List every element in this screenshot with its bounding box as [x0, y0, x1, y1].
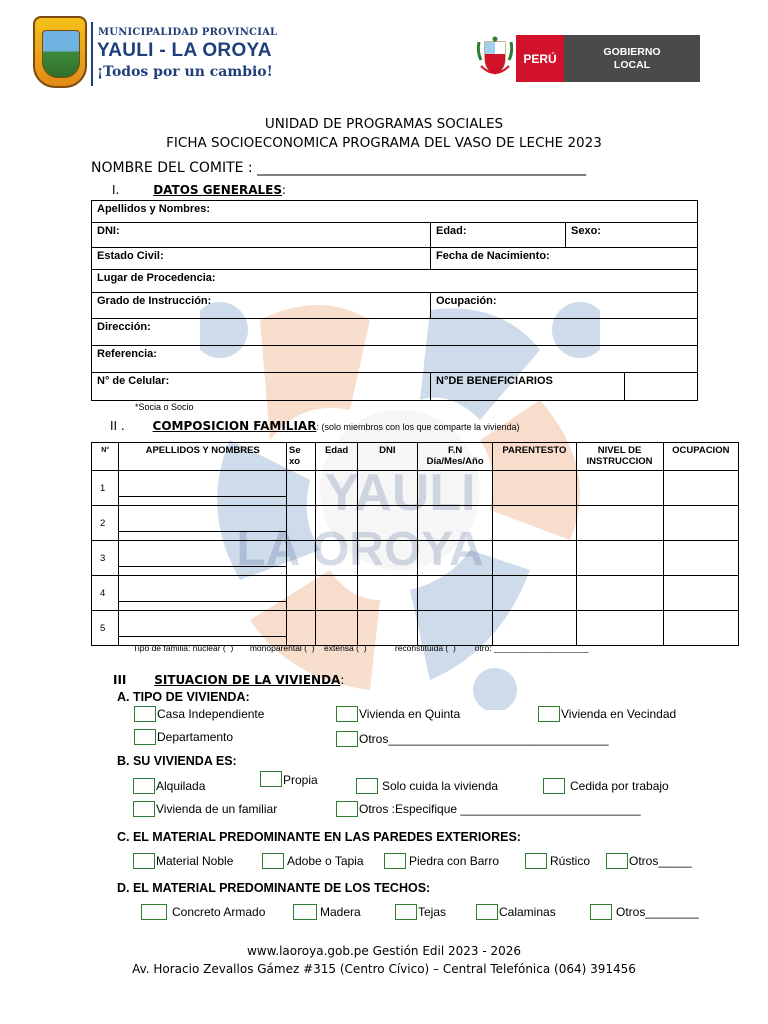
checkbox[interactable] — [543, 778, 565, 794]
col-fecha-nac: F.N Día/Mes/Año — [417, 443, 492, 471]
committee-name-field[interactable]: NOMBRE DEL COMITE : _______________________________________________ — [91, 160, 587, 176]
cell[interactable] — [663, 506, 738, 541]
field-apellidos[interactable]: Apellidos y Nombres: — [92, 201, 698, 223]
col-nivel-instruccion: NIVEL DE INSTRUCCION — [576, 443, 663, 471]
field-direccion[interactable]: Dirección: — [92, 319, 698, 346]
cell[interactable] — [357, 576, 417, 611]
checkbox[interactable] — [336, 731, 358, 747]
cell[interactable] — [357, 611, 417, 646]
logo-divider — [91, 22, 93, 86]
checkbox[interactable] — [260, 771, 282, 787]
col-parentesco: PARENTESTO — [493, 443, 576, 471]
option-solo-cuida[interactable] — [356, 778, 498, 794]
cell[interactable] — [417, 611, 492, 646]
section-3-heading — [113, 673, 344, 687]
section-1-heading — [112, 183, 286, 197]
option-otros-techos[interactable] — [590, 904, 699, 920]
section-2-subtitle: : (solo miembros con los que comparte la vivienda) — [316, 422, 520, 432]
family-type-line[interactable]: Tipo de familia: nuclear ( ) monoparental ( ) extensa ( ) reconstituida ( ) otro: ____________________ — [133, 643, 589, 653]
option-label: Rústico — [550, 854, 591, 868]
table-row — [92, 576, 739, 611]
row-number: 3 — [92, 541, 119, 576]
option-label: Departamento — [157, 730, 234, 744]
cell[interactable] — [286, 576, 315, 611]
cell[interactable] — [357, 471, 417, 506]
cell[interactable] — [493, 611, 576, 646]
cell[interactable] — [493, 471, 576, 506]
cell[interactable] — [663, 576, 738, 611]
cell[interactable] — [417, 506, 492, 541]
subsection-b-title: B. SU VIVIENDA ES: — [117, 754, 237, 768]
option-label: Otros________ — [616, 905, 699, 919]
table-row — [92, 541, 739, 576]
option-departamento[interactable] — [134, 729, 233, 745]
option-label: Otros :Especifique ___________________________ — [359, 802, 641, 816]
option-vivienda-quinta[interactable] — [336, 706, 460, 722]
gobierno-label: GOBIERNO — [603, 45, 661, 58]
checkbox[interactable] — [606, 853, 628, 869]
option-label: Alquilada — [156, 779, 206, 793]
row-number: 1 — [92, 471, 119, 506]
section-2-number: II . — [110, 419, 125, 433]
option-calaminas[interactable] — [476, 904, 556, 920]
cell-apellidos[interactable] — [119, 506, 287, 541]
section-1-number: I. — [112, 183, 120, 197]
municipality-name: YAULI - LA OROYA — [97, 40, 272, 61]
checkbox[interactable] — [141, 904, 167, 920]
field-beneficiarios-label: N°DE BENEFICIARIOS — [431, 373, 625, 401]
cell[interactable] — [576, 611, 663, 646]
unit-title: UNIDAD DE PROGRAMAS SOCIALES — [264, 116, 504, 132]
checkbox[interactable] — [293, 904, 317, 920]
option-alquilada[interactable] — [133, 778, 205, 794]
cell[interactable] — [663, 611, 738, 646]
cell[interactable] — [357, 541, 417, 576]
checkbox[interactable] — [133, 778, 155, 794]
cell-apellidos[interactable] — [119, 576, 287, 611]
cell-apellidos[interactable] — [119, 611, 287, 646]
option-label: Vivienda en Quinta — [359, 707, 461, 721]
checkbox[interactable] — [525, 853, 547, 869]
cell[interactable] — [286, 541, 315, 576]
field-fecha-nacimiento[interactable]: Fecha de Nacimiento: — [431, 248, 698, 270]
option-label: Madera — [320, 905, 361, 919]
col-num: N° — [92, 443, 119, 471]
socio-note: *Socia o Socio — [135, 402, 194, 412]
cell[interactable] — [316, 471, 357, 506]
footer-website: www.laoroya.gob.pe Gestión Edil 2023 - 2026 — [246, 944, 522, 958]
checkbox[interactable] — [538, 706, 560, 722]
field-lugar-procedencia[interactable]: Lugar de Procedencia: — [92, 270, 698, 293]
option-label: Calaminas — [499, 905, 556, 919]
cell[interactable] — [417, 576, 492, 611]
option-adobe-tapia[interactable] — [262, 853, 364, 869]
field-estado-civil[interactable]: Estado Civil: — [92, 248, 431, 270]
municipal-seal-logo — [33, 16, 87, 88]
field-referencia[interactable]: Referencia: — [92, 346, 698, 373]
option-label: Solo cuida la vivienda — [382, 779, 499, 793]
cell[interactable] — [316, 576, 357, 611]
cell[interactable] — [417, 541, 492, 576]
cell-apellidos[interactable] — [119, 541, 287, 576]
cell[interactable] — [286, 611, 315, 646]
option-propia[interactable] — [260, 771, 318, 787]
option-label: Propia — [283, 773, 318, 787]
municipality-label: MUNICIPALIDAD PROVINCIAL — [98, 27, 278, 38]
col-dni: DNI — [357, 443, 417, 471]
peru-badge: PERÚ — [516, 35, 564, 82]
checkbox[interactable] — [134, 729, 156, 745]
option-tejas[interactable] — [395, 904, 446, 920]
option-concreto-armado[interactable] — [141, 904, 265, 920]
col-edad: Edad — [316, 443, 357, 471]
checkbox[interactable] — [336, 801, 358, 817]
subsection-c-title: C. EL MATERIAL PREDOMINANTE EN LAS PAREDES EXTERIORES: — [117, 830, 521, 844]
cell[interactable] — [493, 576, 576, 611]
family-composition-table — [91, 442, 739, 646]
option-label: Otros_________________________________ — [359, 732, 609, 746]
row-number: 2 — [92, 506, 119, 541]
option-madera[interactable] — [293, 904, 361, 920]
option-casa-independiente[interactable] — [134, 706, 264, 722]
subsection-a-title: A. TIPO DE VIVIENDA: — [117, 690, 250, 704]
option-piedra-barro[interactable] — [384, 853, 499, 869]
option-label: Material Noble — [156, 854, 234, 868]
option-label: Tejas — [418, 905, 447, 919]
col-sexo: Se xo — [286, 443, 315, 471]
option-rustico[interactable] — [525, 853, 590, 869]
cell[interactable] — [417, 471, 492, 506]
section-3-title: SITUACION DE LA VIVIENDA — [154, 673, 341, 687]
option-label: Cedida por trabajo — [570, 779, 669, 793]
field-dni[interactable]: DNI: — [92, 223, 431, 248]
field-grado-instruccion[interactable]: Grado de Instrucción: — [92, 293, 431, 319]
checkbox[interactable] — [395, 904, 417, 920]
checkbox[interactable] — [134, 706, 156, 722]
table-row — [92, 506, 739, 541]
cell[interactable] — [286, 506, 315, 541]
general-data-table — [91, 200, 698, 401]
checkbox[interactable] — [133, 853, 155, 869]
watermark-line2: LA OROYA — [236, 523, 484, 576]
checkbox[interactable] — [262, 853, 284, 869]
option-vivienda-familiar[interactable] — [133, 801, 277, 817]
option-label: Casa Independiente — [157, 707, 265, 721]
checkbox[interactable] — [336, 706, 358, 722]
checkbox[interactable] — [133, 801, 155, 817]
cell[interactable] — [663, 541, 738, 576]
col-apellidos: APELLIDOS Y NOMBRES — [119, 443, 287, 471]
field-beneficiarios-value[interactable] — [625, 373, 698, 401]
cell[interactable] — [576, 576, 663, 611]
cell[interactable] — [286, 471, 315, 506]
cell[interactable] — [316, 541, 357, 576]
cell[interactable] — [316, 506, 357, 541]
option-label: Concreto Armado — [172, 905, 266, 919]
field-celular[interactable]: N° de Celular: — [92, 373, 431, 401]
option-label: Vivienda en Vecindad — [561, 707, 677, 721]
field-sexo[interactable]: Sexo: — [566, 223, 698, 248]
cell-apellidos[interactable] — [119, 471, 287, 506]
table-row — [92, 611, 739, 646]
option-cedida-trabajo[interactable] — [543, 778, 669, 794]
col-ocupacion: OCUPACION — [663, 443, 738, 471]
cell[interactable] — [576, 471, 663, 506]
section-1-colon: : — [282, 183, 287, 197]
option-label: Otros_____ — [629, 854, 692, 868]
cell[interactable] — [493, 506, 576, 541]
cell[interactable] — [576, 506, 663, 541]
row-number: 4 — [92, 576, 119, 611]
section-3-colon: : — [340, 673, 345, 687]
row-number: 5 — [92, 611, 119, 646]
gobierno-local-badge — [564, 35, 700, 82]
cell[interactable] — [357, 506, 417, 541]
option-otros-tipo[interactable] — [336, 731, 609, 747]
subsection-d-title: D. EL MATERIAL PREDOMINANTE DE LOS TECHOS: — [117, 881, 431, 895]
section-2-title: COMPOSICION FAMILIAR — [152, 419, 317, 433]
option-vivienda-vecindad[interactable] — [538, 706, 676, 722]
cell[interactable] — [316, 611, 357, 646]
field-ocupacion[interactable]: Ocupación: — [431, 293, 698, 319]
option-material-noble[interactable] — [133, 853, 233, 869]
section-2-heading — [110, 419, 520, 433]
table-row — [92, 471, 739, 506]
municipality-slogan: ¡Todos por un cambio! — [97, 64, 273, 80]
local-label: LOCAL — [613, 58, 651, 71]
checkbox[interactable] — [356, 778, 378, 794]
peru-coat-of-arms-icon — [475, 36, 515, 78]
section-1-title: DATOS GENERALES — [153, 183, 283, 197]
checkbox[interactable] — [384, 853, 406, 869]
section-3-number: III — [113, 673, 127, 687]
cell[interactable] — [576, 541, 663, 576]
cell[interactable] — [663, 471, 738, 506]
option-label: Vivienda de un familiar — [156, 802, 278, 816]
checkbox[interactable] — [476, 904, 498, 920]
footer-address: Av. Horacio Zevallos Gámez #315 (Centro Cívico) – Central Telefónica (064) 391456 — [132, 962, 636, 976]
option-otros-especifique[interactable] — [336, 801, 641, 817]
checkbox[interactable] — [590, 904, 612, 920]
option-otros-paredes[interactable] — [606, 853, 692, 869]
field-edad[interactable]: Edad: — [431, 223, 566, 248]
option-label: Piedra con Barro — [409, 854, 500, 868]
watermark-line1: YAULI — [324, 464, 476, 522]
option-label: Adobe o Tapia — [287, 854, 364, 868]
form-title: FICHA SOCIOECONOMICA PROGRAMA DEL VASO DE LECHE 2023 — [166, 135, 602, 151]
cell[interactable] — [493, 541, 576, 576]
